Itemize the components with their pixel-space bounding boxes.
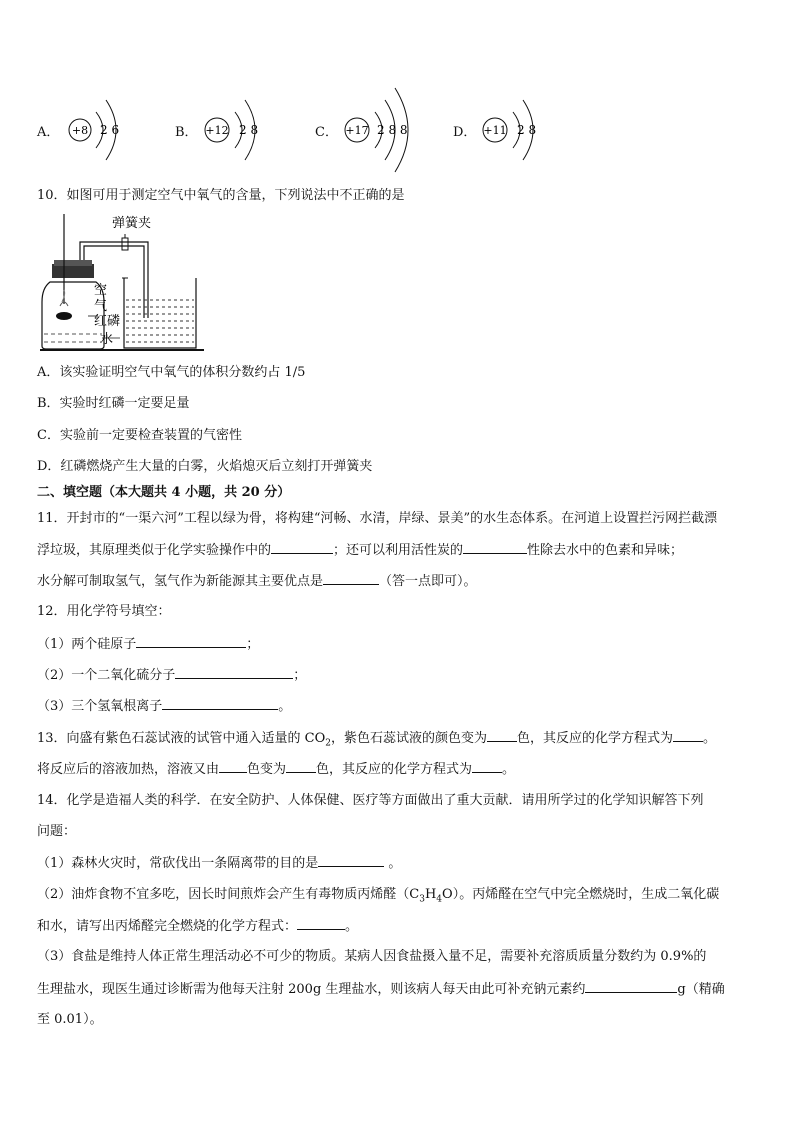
- q11-line-1: 11．开封市的“一渠六河”工程以绿为骨，将构建“河畅、水清，岸绿、景美”的水生态体系。在河道上设置拦污网拦截漂: [37, 511, 718, 526]
- answer-blank: [175, 666, 293, 679]
- clip-label: 弹簧夹: [112, 216, 152, 231]
- nucleus-a: +8: [71, 124, 89, 137]
- q12-stem: 12．用化学符号填空：: [37, 604, 171, 619]
- q12-item-2: （2）一个二氧化硫分子 ；: [37, 668, 307, 683]
- nucleus-d: +11: [483, 124, 507, 137]
- answer-blank: [162, 697, 278, 710]
- answer-blank: [297, 917, 345, 930]
- shells-c: 2 8 8: [377, 123, 408, 137]
- q14-line-2: 问题：: [37, 824, 77, 839]
- air-label-2: 气: [94, 299, 108, 314]
- atom-diagram-b: [201, 92, 281, 168]
- answer-blank: [323, 572, 379, 585]
- answer-blank: [219, 760, 247, 773]
- water-label: 水: [100, 332, 114, 347]
- answer-blank: [271, 541, 333, 554]
- atom-diagram-a: [64, 92, 144, 168]
- oxygen-apparatus-figure: [36, 212, 206, 354]
- q11-line-3: 水分解可制取氢气，氢气作为新能源其主要优点是 （答一点即可）。: [37, 574, 477, 589]
- shells-d: 2 8: [517, 123, 537, 137]
- answer-blank: [136, 635, 246, 648]
- air-label-1: 空: [94, 283, 108, 298]
- q10-option-c: C．实验前一定要检查装置的气密性: [37, 428, 242, 443]
- q12-item-3: （3）三个氢氧根离子 。: [37, 699, 292, 714]
- nucleus-c: +17: [345, 124, 369, 137]
- answer-blank: [487, 729, 517, 742]
- answer-blank: [673, 729, 703, 742]
- phosphorus-label: 红磷: [94, 314, 121, 329]
- answer-blank: [585, 980, 677, 993]
- q14-item-1: （1）森林火灾时，常砍伐出一条隔离带的目的是 。: [37, 856, 402, 871]
- q10-option-b: B．实验时红磷一定要足量: [37, 396, 190, 411]
- option-label: A．: [37, 125, 60, 140]
- shells-b: 2 8: [239, 123, 259, 137]
- answer-blank: [463, 541, 527, 554]
- q11-line-2: 浮垃圾，其原理类似于化学实验操作中的 ；还可以利用活性炭的 性除去水中的色素和异味；: [37, 543, 684, 558]
- answer-blank: [286, 760, 316, 773]
- q10-stem: 10．如图可用于测定空气中氧气的含量，下列说法中不正确的是: [37, 188, 405, 203]
- q12-item-1: （1）两个硅原子 ；: [37, 637, 260, 652]
- q13-line-1: 13．向盛有紫色石蕊试液的试管中通入适量的 $CO_2$，紫色石蕊试液的颜色变为 色，其反应的化学方程式为 。: [37, 731, 717, 749]
- atom-diagram-d: [479, 92, 559, 168]
- q10-option-d: D．红磷燃烧产生大量的白雾，火焰熄灭后立刻打开弹簧夹: [37, 459, 373, 474]
- q14-item-2: （2）油炸食物不宜多吃，因长时间煎炸会产生有毒物质丙烯醛$(C_3H_4O)$。丙烯醛在空气中完全燃烧时，生成二氧化碳: [37, 887, 720, 905]
- answer-blank: [472, 760, 502, 773]
- section-heading: 二、填空题（本大题共 4 小题，共 20 分）: [37, 485, 291, 500]
- option-label: B．: [175, 125, 198, 140]
- q14-item-3-cont: 生理盐水，现医生通过诊断需为他每天注射 200g 生理盐水，则该病人每天由此可补充钠元素约 g（精确: [37, 982, 725, 997]
- option-label: D．: [453, 125, 477, 140]
- option-label: C．: [315, 125, 338, 140]
- nucleus-b: +12: [205, 124, 229, 137]
- q10-option-a: A．该实验证明空气中氧气的体积分数约占 1/5: [37, 365, 306, 380]
- q14-item-3: （3）食盐是维持人体正常生理活动必不可少的物质。某病人因食盐摄入量不足，需要补充溶质质量分数约为 0.9%的: [37, 949, 707, 964]
- q13-line-2: 将反应后的溶液加热，溶液又由 色变为 色，其反应的化学方程式为 。: [37, 762, 516, 777]
- answer-blank: [318, 854, 384, 867]
- q14-item-3-end: 至 0.01）。: [37, 1012, 103, 1027]
- q14-item-2-cont: 和水，请写出丙烯醛完全燃烧的化学方程式： 。: [37, 919, 359, 934]
- atom-diagram-c: [341, 82, 431, 178]
- q14-line-1: 14．化学是造福人类的科学．在安全防护、人体保健、医疗等方面做出了重大贡献．请用所学过的化学知识解答下列: [37, 793, 704, 808]
- shells-a: 2 6: [100, 123, 120, 137]
